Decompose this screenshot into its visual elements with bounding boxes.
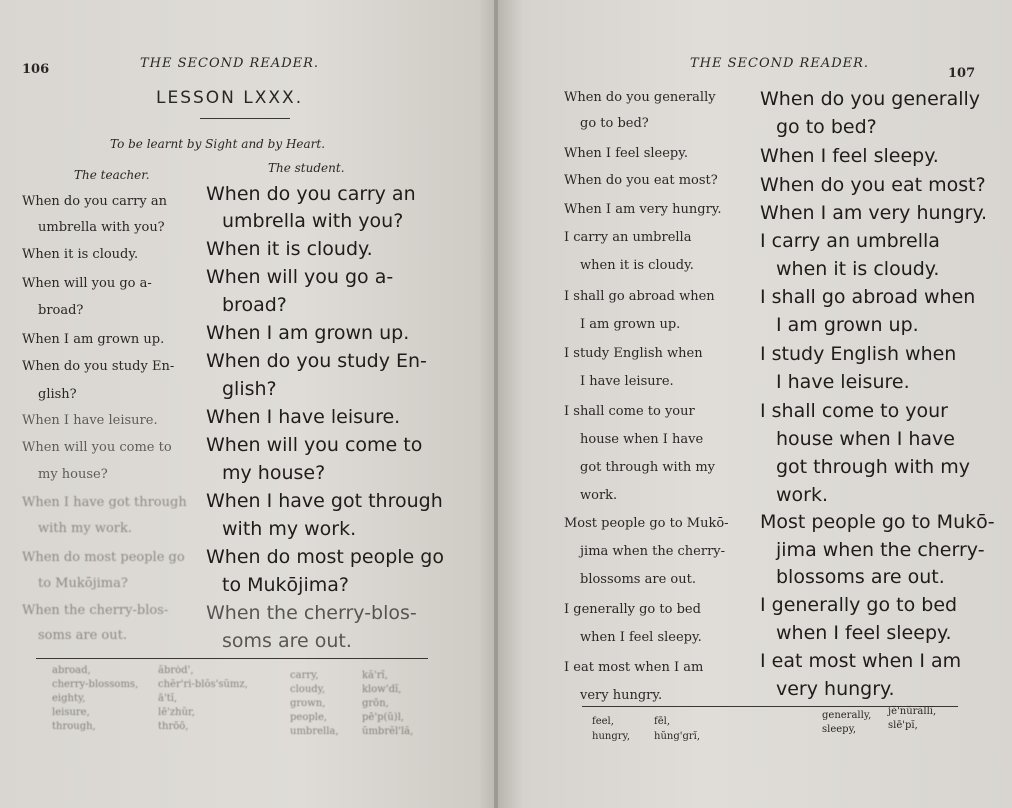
student-line: with my work. — [222, 518, 357, 540]
right-page — [498, 0, 1012, 808]
teacher-line: When do most people go — [22, 550, 185, 565]
teacher-line: my house? — [38, 467, 108, 482]
teacher-column-heading: The teacher. — [74, 168, 150, 182]
vocab-word: feel, — [592, 716, 614, 727]
teacher-line: I generally go to bed — [564, 602, 701, 617]
student-line: I have leisure. — [776, 371, 910, 393]
student-line: umbrella with you? — [222, 210, 404, 232]
student-line: When I have got through — [206, 490, 443, 512]
vocab-rule — [36, 658, 428, 659]
vocab-pron: chĕr'ri-blŏs'sŭmz, — [158, 679, 248, 690]
student-line: my house? — [222, 462, 326, 484]
teacher-line: with my work. — [38, 521, 132, 536]
student-line: Most people go to Mukō- — [760, 511, 995, 533]
student-line: When do you generally — [760, 88, 981, 110]
student-line: blossoms are out. — [776, 566, 945, 588]
student-line: when it is cloudy. — [776, 258, 940, 280]
teacher-line: go to bed? — [580, 116, 649, 131]
vocab-pron: lē'zhŭr, — [158, 707, 195, 718]
vocab-pron: ăbrȯd', — [158, 665, 194, 676]
vocab-word: umbrella, — [290, 726, 339, 737]
student-line: I am grown up. — [776, 314, 919, 336]
running-head: THE SECOND READER. — [690, 56, 870, 71]
student-line: When I am very hungry. — [760, 202, 988, 224]
teacher-line: umbrella with you? — [38, 220, 165, 235]
vocab-word: leisure, — [52, 707, 90, 718]
student-line: work. — [776, 484, 829, 506]
student-line: to Mukōjima? — [222, 574, 349, 596]
vocab-pron: thrōō, — [158, 721, 189, 732]
page-number: 107 — [948, 66, 976, 81]
teacher-line: When will you go a- — [22, 276, 152, 291]
student-line: very hungry. — [776, 678, 895, 700]
instruction: To be learnt by Sight and by Heart. — [110, 137, 326, 151]
student-column-heading: The student. — [268, 161, 345, 175]
teacher-line: I shall go abroad when — [564, 289, 715, 304]
student-line: I generally go to bed — [760, 594, 958, 616]
teacher-line: soms are out. — [38, 628, 127, 643]
vocab-pron: pē'p(ŭ)l, — [362, 712, 405, 723]
vocab-pron: ŭmbrĕl'lă, — [362, 726, 414, 737]
student-line: I shall come to your — [760, 400, 948, 422]
student-line: When do you carry an — [206, 183, 416, 205]
teacher-line: blossoms are out. — [580, 572, 696, 587]
vocab-word: generally, — [822, 710, 872, 721]
teacher-line: to Mukōjima? — [38, 576, 128, 591]
student-line: When do you study En- — [206, 350, 427, 372]
student-line: When will you go a- — [206, 266, 394, 288]
vocab-pron: jĕ'nŭrăllĭ, — [888, 706, 937, 717]
student-line: got through with my — [776, 456, 970, 478]
student-line: When the cherry-blos- — [206, 602, 417, 624]
student-line: glish? — [222, 378, 277, 400]
vocab-word: cloudy, — [290, 684, 326, 695]
student-line: When I have leisure. — [206, 406, 401, 428]
teacher-line: I am grown up. — [580, 317, 681, 332]
student-line: When I feel sleepy. — [760, 145, 939, 167]
student-line: soms are out. — [222, 630, 352, 652]
title-rule — [200, 118, 290, 119]
teacher-line: very hungry. — [580, 688, 663, 703]
vocab-pron: hŭng'grĭ, — [654, 731, 701, 742]
teacher-line: jima when the cherry- — [580, 544, 726, 559]
vocab-pron: grōn, — [362, 698, 389, 709]
student-line: I eat most when I am — [760, 650, 962, 672]
teacher-line: When do you carry an — [22, 194, 167, 209]
vocab-pron: kă'rĭ, — [362, 670, 388, 681]
teacher-line: When do you study En- — [22, 359, 175, 374]
vocab-pron: klow'dĭ, — [362, 684, 402, 695]
left-page — [0, 0, 498, 808]
vocab-word: people, — [290, 712, 328, 723]
vocab-word: grown, — [290, 698, 326, 709]
teacher-line: When do you eat most? — [564, 173, 718, 188]
vocab-word: cherry-blossoms, — [52, 679, 139, 690]
teacher-line: When I feel sleepy. — [564, 146, 688, 161]
teacher-line: Most people go to Mukō- — [564, 516, 729, 531]
teacher-line: When I am grown up. — [22, 332, 165, 347]
teacher-line: I shall come to your — [564, 404, 695, 419]
teacher-line: I carry an umbrella — [564, 230, 692, 245]
teacher-line: got through with my — [580, 460, 716, 475]
student-line: house when I have — [776, 428, 955, 450]
teacher-line: when I feel sleepy. — [580, 630, 702, 645]
vocab-pron: slē'pĭ, — [888, 720, 918, 731]
teacher-line: glish? — [38, 387, 77, 402]
teacher-line: When it is cloudy. — [22, 247, 139, 262]
teacher-line: When I have got through — [22, 495, 187, 510]
teacher-line: when it is cloudy. — [580, 258, 694, 273]
running-head: THE SECOND READER. — [140, 56, 320, 71]
teacher-line: I study English when — [564, 346, 703, 361]
teacher-line: work. — [580, 488, 618, 503]
vocab-word: carry, — [290, 670, 319, 681]
vocab-word: sleepy, — [822, 724, 857, 735]
vocab-word: through, — [52, 721, 96, 732]
student-line: When will you come to — [206, 434, 423, 456]
student-line: when I feel sleepy. — [776, 622, 952, 644]
teacher-line: When do you generally — [564, 90, 716, 105]
teacher-line: I eat most when I am — [564, 660, 704, 675]
student-line: When do most people go — [206, 546, 444, 568]
vocab-pron: fēl, — [654, 716, 670, 727]
student-line: I study English when — [760, 343, 957, 365]
student-line: When I am grown up. — [206, 322, 410, 344]
student-line: go to bed? — [776, 116, 877, 138]
teacher-line: broad? — [38, 303, 84, 318]
vocab-pron: ā'tĭ, — [158, 693, 178, 704]
student-line: broad? — [222, 294, 287, 316]
student-line: When it is cloudy. — [206, 238, 373, 260]
vocab-word: hungry, — [592, 731, 631, 742]
vocab-word: abroad, — [52, 665, 91, 676]
teacher-line: I have leisure. — [580, 374, 674, 389]
teacher-line: When the cherry-blos- — [22, 603, 169, 618]
teacher-line: When I am very hungry. — [564, 202, 722, 217]
teacher-line: When I have leisure. — [22, 413, 158, 428]
student-line: jima when the cherry- — [776, 539, 985, 561]
vocab-word: eighty, — [52, 693, 86, 704]
teacher-line: house when I have — [580, 432, 704, 447]
student-line: I carry an umbrella — [760, 230, 940, 252]
student-line: When do you eat most? — [760, 174, 986, 196]
teacher-line: When will you come to — [22, 440, 172, 455]
page-number: 106 — [22, 62, 50, 77]
student-line: I shall go abroad when — [760, 286, 976, 308]
lesson-title: LESSON LXXX. — [156, 88, 304, 108]
